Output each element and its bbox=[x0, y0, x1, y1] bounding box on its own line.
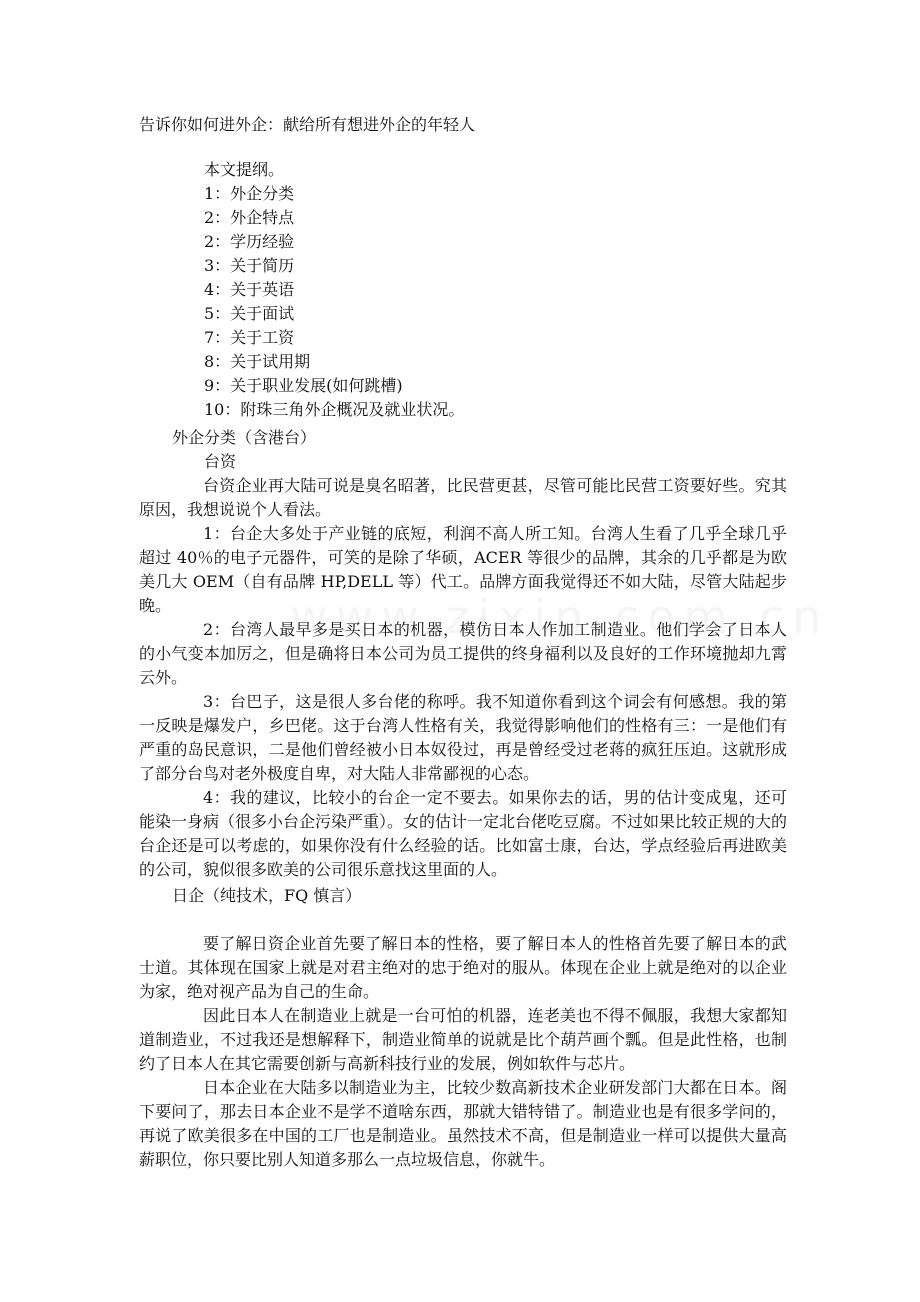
subsection-heading-taiwan: 台资 bbox=[204, 452, 237, 471]
outline-item: 1：外企分类 bbox=[204, 184, 295, 203]
outline-item: 2：学历经验 bbox=[204, 232, 295, 251]
document-title: 告诉你如何进外企：献给所有想进外企的年轻人 bbox=[139, 115, 476, 134]
paragraph: 因此日本人在制造业上就是一台可怕的机器，连老美也不得不佩服，我想大家都知道制造业，不过我还是想解释下，制造业简单的说就是比个葫芦画个瓢。但是此性格，也制约了日本人在其它需要创新与高新科技行业的发展，例如软件与芯片。 bbox=[139, 1006, 787, 1073]
paragraph: 台资企业再大陆可说是臭名昭著，比民营更甚，尽管可能比民营工资要好些。究其原因，我想说说个人看法。 bbox=[139, 476, 787, 519]
outline-item: 8：关于试用期 bbox=[204, 352, 311, 371]
outline-item: 10：附珠三角外企概况及就业状况。 bbox=[204, 400, 465, 419]
outline-heading: 本文提纲。 bbox=[204, 160, 285, 179]
japan-section-body bbox=[139, 932, 787, 1172]
taiwan-section-body bbox=[139, 474, 787, 882]
paragraph: 1：台企大多处于产业链的底短，利润不高人所工知。台湾人生看了几乎全球几乎超过 40％的电子元器件，可笑的是除了华硕，ACER 等很少的品牌，其余的几乎都是为欧美几大 OEM（自有品牌 HP,DELL 等）代工。品牌方面我觉得还不如大陆，尽管大陆起步晚。 bbox=[139, 524, 787, 615]
paragraph: 4：我的建议，比较小的台企一定不要去。如果你去的话，男的估计变成鬼，还可能染一身病（很多小台企污染严重）。女的估计一定北台佬吃豆腐。不过如果比较正规的大的台企还是可以考虑的，如果你没有什么经验的话。比如富士康，台达，学点经验后再进欧美的公司，貌似很多欧美的公司很乐意找这里面的人。 bbox=[139, 788, 788, 879]
outline-list bbox=[204, 158, 464, 422]
outline-item: 2：外企特点 bbox=[204, 208, 295, 227]
section-heading-foreign: 外企分类（含港台） bbox=[172, 428, 317, 447]
outline-item: 4：关于英语 bbox=[204, 280, 295, 299]
section-heading-japan: 日企（纯技术，FQ 慎言） bbox=[172, 886, 362, 905]
outline-item: 7：关于工资 bbox=[204, 328, 295, 347]
paragraph: 2：台湾人最早多是买日本的机器，模仿日本人作加工制造业。他们学会了日本人的小气变本加厉之，但是确将日本公司为员工提供的终身福利以及良好的工作环境抛却九霄云外。 bbox=[139, 620, 787, 687]
paragraph: 日本企业在大陆多以制造业为主，比较少数高新技术企业研发部门大都在日本。阁下要问了，那去日本企业不是学不道啥东西，那就大错特错了。制造业也是有很多学问的，再说了欧美很多在中国的工厂也是制造业。虽然技术不高，但是制造业一样可以提供大量高薪职位，你只要比别人知道多那么一点垃圾信息，你就牛。 bbox=[139, 1078, 787, 1169]
paragraph: 3：台巴子，这是很人多台佬的称呼。我不知道你看到这个词会有何感想。我的第一反映是爆发户，乡巴佬。这于台湾人性格有关，我觉得影响他们的性格有三：一是他们有严重的岛民意识，二是他们曾经被小日本奴役过，再是曾经受过老蒋的疯狂压迫。这就形成了部分台鸟对老外极度自卑，对大陆人非常鄙视的心态。 bbox=[139, 692, 787, 783]
paragraph: 要了解日资企业首先要了解日本的性格，要了解日本人的性格首先要了解日本的武士道。其体现在国家上就是对君主绝对的忠于绝对的服从。体现在企业上就是绝对的以企业为家，绝对视产品为自己的生命。 bbox=[139, 934, 787, 1001]
outline-item: 3：关于简历 bbox=[204, 256, 295, 275]
outline-item: 9：关于职业发展(如何跳槽) bbox=[204, 376, 403, 395]
outline-item: 5：关于面试 bbox=[204, 304, 295, 323]
